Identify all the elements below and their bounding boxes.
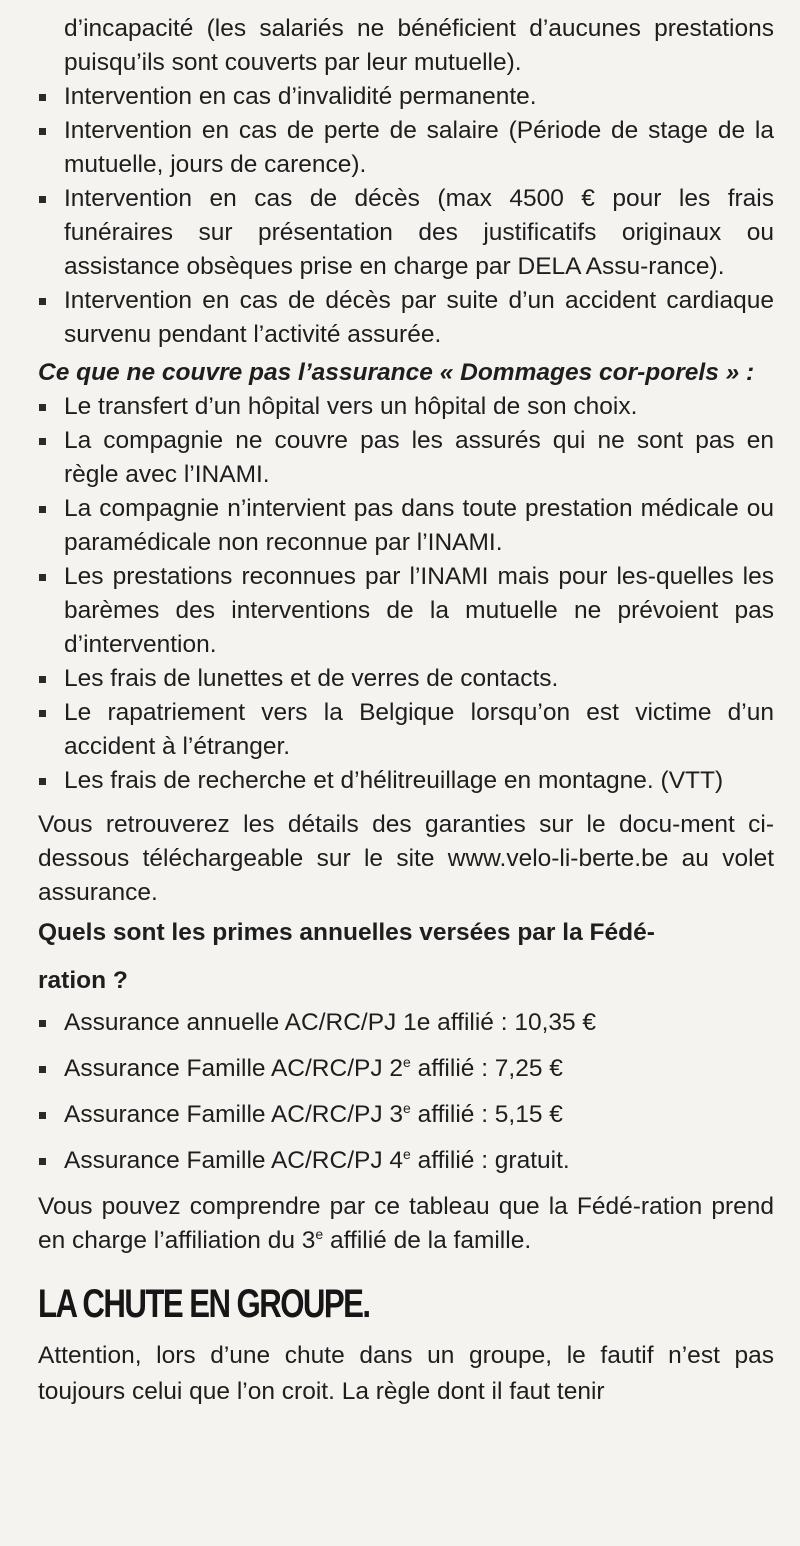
prime-text: Assurance Famille AC/RC/PJ 2 bbox=[64, 1055, 404, 1082]
ordinal-suffix: e bbox=[315, 1226, 324, 1242]
ordinal-suffix: e bbox=[403, 1054, 411, 1070]
ordinal-suffix: e bbox=[403, 1100, 411, 1116]
list-item bbox=[38, 1006, 774, 1040]
list-item: Intervention en cas de perte de salaire (Période de stage de la mutuelle, jours de carence). bbox=[38, 114, 774, 182]
details-paragraph: Vous retrouverez les détails des garanties sur le docu-ment ci-dessous téléchargeable sur le site www.velo-li-berte.be au volet assurance. bbox=[38, 811, 774, 906]
list-item: Les frais de lunettes et de verres de contacts. bbox=[38, 662, 774, 696]
table-paragraph bbox=[38, 1190, 774, 1258]
section-title: LA CHUTE EN GROUPE. bbox=[38, 1282, 370, 1326]
list-item: Le transfert d’un hôpital vers un hôpital de son choix. bbox=[38, 390, 774, 424]
covered-list bbox=[38, 80, 774, 352]
list-item: La compagnie n’intervient pas dans toute prestation médicale ou paramédicale non reconnue par l’INAMI. bbox=[38, 492, 774, 560]
list-item: Intervention en cas d’invalidité permanente. bbox=[38, 80, 774, 114]
prime-text-end: affilié : 5,15 € bbox=[410, 1101, 563, 1128]
list-item: Les frais de recherche et d’hélitreuillage en montagne. (VTT) bbox=[38, 764, 774, 798]
table-paragraph-text: Vous pouvez comprendre par ce tableau que la Fédé-ration prend en charge l’affiliation du 3 bbox=[38, 1193, 774, 1254]
prime-text: Assurance annuelle AC/RC/PJ 1e affilié : 10,35 € bbox=[64, 1009, 597, 1036]
list-item: La compagnie ne couvre pas les assurés qui ne sont pas en règle avec l’INAMI. bbox=[38, 424, 774, 492]
list-item: Les prestations reconnues par l’INAMI mais pour les-quelles les barèmes des interventions de la mutuelle ne prévoient pas d’intervention. bbox=[38, 560, 774, 662]
primes-heading-line1: Quels sont les primes annuelles versées par la Fédé- bbox=[38, 919, 655, 946]
table-paragraph-end: affilié de la famille. bbox=[323, 1227, 532, 1254]
list-item bbox=[38, 1052, 774, 1086]
covered-item-continuation: d’incapacité (les salariés ne bénéficient d’aucunes prestations puisqu’ils sont couverts par leur mutuelle). bbox=[64, 15, 774, 76]
list-item: Intervention en cas de décès par suite d’un accident cardiaque survenu pendant l’activité assurée. bbox=[38, 284, 774, 352]
ordinal-suffix: e bbox=[403, 1146, 411, 1162]
prime-text: Assurance Famille AC/RC/PJ 3 bbox=[64, 1101, 404, 1128]
not-covered-list bbox=[38, 390, 774, 798]
prime-text-end: affilié : 7,25 € bbox=[410, 1055, 563, 1082]
section-text: Attention, lors d’une chute dans un groupe, le fautif n’est pas toujours celui que l’on croit. La règle dont il faut tenir bbox=[38, 1342, 774, 1405]
not-covered-heading: Ce que ne couvre pas l’assurance « Dommages cor-porels » : bbox=[38, 359, 755, 386]
prime-text-end: affilié : gratuit. bbox=[410, 1147, 570, 1174]
primes-list bbox=[38, 1006, 774, 1178]
list-item: Intervention en cas de décès (max 4500 € pour les frais funéraires sur présentation des justificatifs originaux ou assistance obsèques prise en charge par DELA Assu-rance). bbox=[38, 182, 774, 284]
prime-text: Assurance Famille AC/RC/PJ 4 bbox=[64, 1147, 404, 1174]
list-item: Le rapatriement vers la Belgique lorsqu’on est victime d’un accident à l’étranger. bbox=[38, 696, 774, 764]
list-item bbox=[38, 1098, 774, 1132]
list-item bbox=[38, 1144, 774, 1178]
primes-heading-line2: ration ? bbox=[38, 967, 128, 994]
